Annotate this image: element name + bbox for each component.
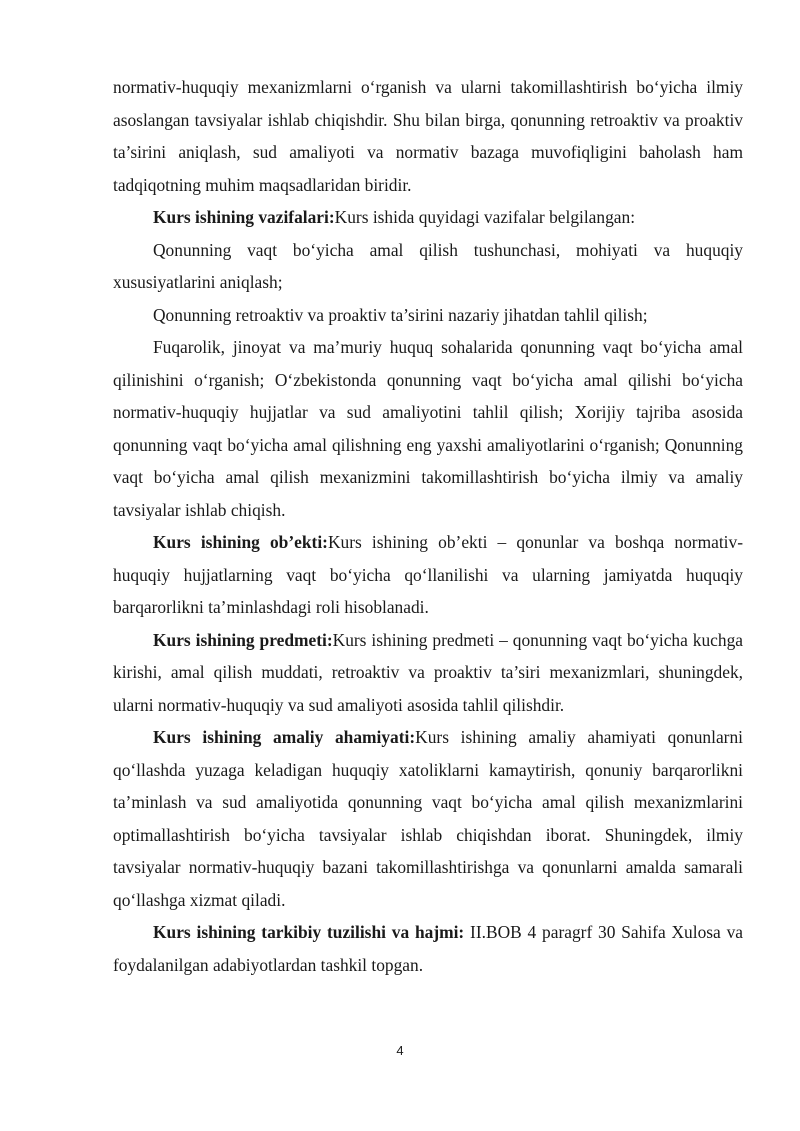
paragraph-text: Qonunning vaqt bo‘yicha amal qilish tushunchasi, mohiyati va huquqiy xususiyatlarini aniqlash; <box>113 239 743 292</box>
paragraph-practical-significance <box>113 721 743 916</box>
paragraph-goal-continuation <box>113 71 743 201</box>
page-body <box>113 71 743 981</box>
paragraph-lead: Kurs ishining vazifalari: <box>153 207 335 227</box>
paragraph-task-1 <box>113 234 743 299</box>
paragraph-text: Kurs ishining amaliy ahamiyati qonunlarni qo‘llashda yuzaga keladigan huquqiy xatoliklarni kamaytirish, qonuniy barqarorlikni ta’minlash va sud amaliyotida qonunning vaqt bo‘yicha amal qilish mexanizmlarini optimallashtirish bo‘yicha tavsiyalar ishlab chiqishdan iborat. Shuningdek, ilmiy tavsiyalar normativ-huquqiy bazani takomillashtirishga va qonunlarni amalda samarali qo‘llashga xizmat qiladi. <box>113 727 743 910</box>
paragraph-text: Fuqarolik, jinoyat va ma’muriy huquq sohalarida qonunning vaqt bo‘yicha amal qilinishini o‘rganish; O‘zbekistonda qonunning vaqt bo‘yicha amal qilishi bo‘yicha normativ-huquqiy hujjatlar va sud amaliyotini tahlil qilish; Xorijiy tajriba asosida qonunning vaqt bo‘yicha amal qilishning eng yaxshi amaliyotlarini o‘rganish; Qonunning vaqt bo‘yicha amal qilish mexanizmini takomillashtirish bo‘yicha ilmiy va amaliy tavsiyalar ishlab chiqish. <box>113 337 743 520</box>
paragraph-subject <box>113 624 743 722</box>
paragraph-text: Kurs ishining ob’ekti – qonunlar va boshqa normativ-huquqiy hujjatlarning vaqt bo‘yicha qo‘llanilishi va ularning jamiyatda huquqiy barqarorlikni ta’minlashdagi roli hisoblanadi. <box>113 532 743 617</box>
paragraph-task-3 <box>113 331 743 526</box>
paragraph-text: normativ-huquqiy mexanizmlarni o‘rganish va ularni takomillashtirish bo‘yicha ilmiy asoslangan tavsiyalar ishlab chiqishdir. Shu bilan birga, qonunning retroaktiv va proaktiv ta’sirini aniqlash, sud amaliyoti va normativ bazaga muvofiqligini baholash ham tadqiqotning muhim maqsadlaridan biridir. <box>113 77 743 195</box>
paragraph-text: Kurs ishida quyidagi vazifalar belgilangan: <box>334 207 636 227</box>
paragraph-task-2 <box>113 299 743 332</box>
page-number: 4 <box>396 1043 404 1058</box>
paragraph-text: Qonunning retroaktiv va proaktiv ta’sirini nazariy jihatdan tahlil qilish; <box>153 304 648 325</box>
paragraph-tasks-heading <box>113 201 743 234</box>
paragraph-text: Kurs ishining predmeti – qonunning vaqt bo‘yicha kuchga kirishi, amal qilish muddati, retroaktiv va proaktiv ta’siri mexanizmlari, shuningdek, ularni normativ-huquqiy va sud amaliyoti asosida tahlil qilishdir. <box>113 629 743 715</box>
paragraph-lead: Kurs ishining predmeti: <box>153 629 333 650</box>
paragraph-lead: Kurs ishining ob’ekti: <box>153 532 328 552</box>
paragraph-text: II.BOB 4 paragrf 30 Sahifa Xulosa va foydalanilgan adabiyotlardan tashkil topgan. <box>113 922 743 975</box>
paragraph-lead: Kurs ishining amaliy ahamiyati: <box>153 727 416 747</box>
paragraph-lead: Kurs ishining tarkibiy tuzilishi va hajmi: <box>153 922 465 942</box>
paragraph-object <box>113 526 743 624</box>
paragraph-structure <box>113 916 743 981</box>
